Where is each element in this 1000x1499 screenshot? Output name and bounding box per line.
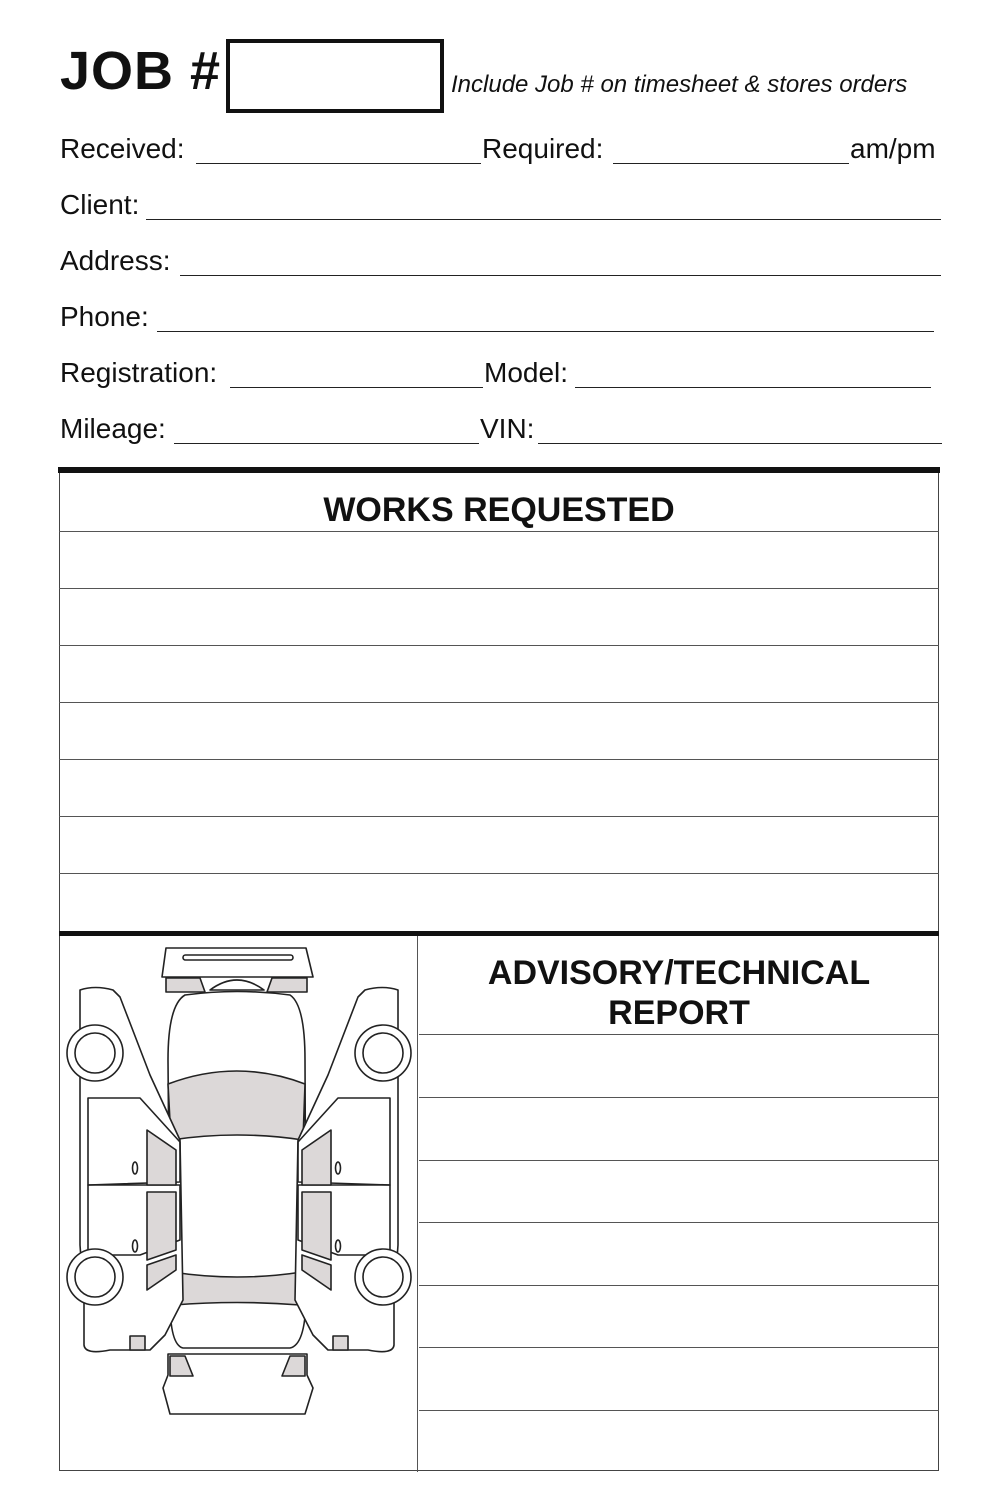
phone-label: Phone:	[60, 301, 149, 332]
address-label: Address:	[60, 245, 171, 276]
ampm-label: am/pm	[850, 133, 936, 164]
registration-label: Registration:	[60, 357, 218, 388]
received-label: Received:	[60, 133, 185, 164]
works-requested-heading: WORKS REQUESTED	[323, 491, 675, 529]
mileage-label: Mileage:	[60, 413, 166, 444]
advisory-heading-line2: REPORT	[608, 994, 750, 1032]
vin-label: VIN:	[480, 413, 535, 444]
advisory-heading-line1: ADVISORY/TECHNICAL	[487, 954, 871, 992]
job-number-note: Include Job # on timesheet & stores orders	[451, 71, 908, 98]
client-label: Client:	[60, 189, 140, 220]
required-label: Required:	[482, 133, 604, 164]
job-number-label: JOB #	[60, 41, 222, 101]
model-label: Model:	[484, 357, 569, 388]
